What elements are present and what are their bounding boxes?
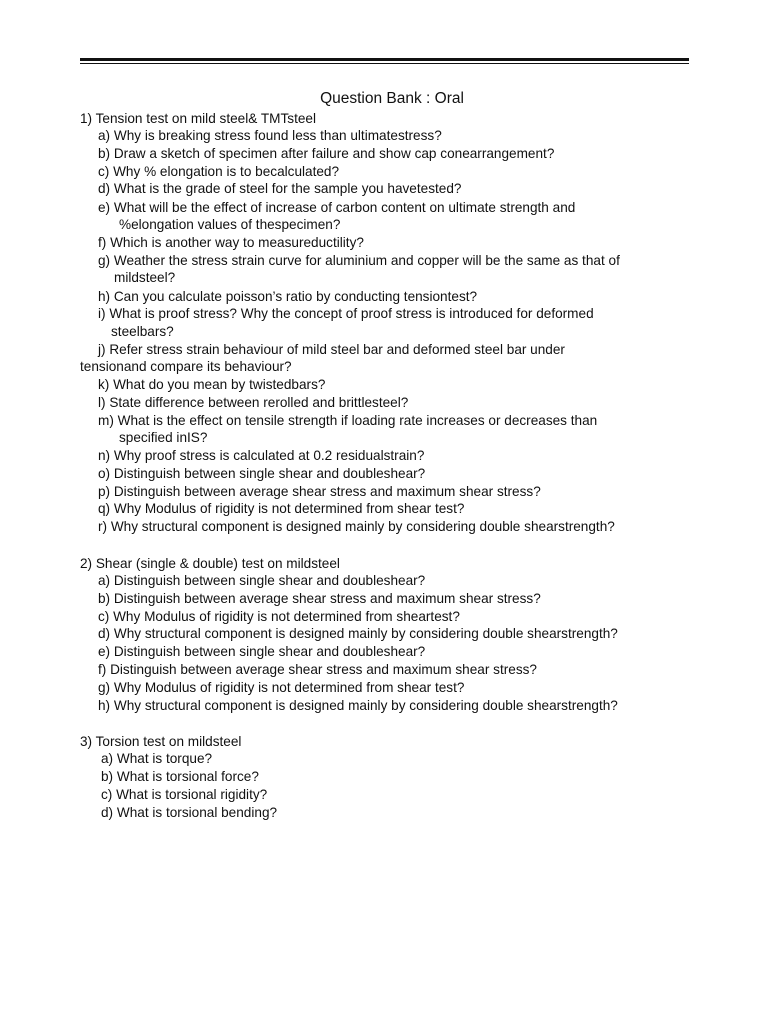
- question-item: h) Why structural component is designed mainly by considering double shearstrength?: [98, 698, 618, 713]
- question-item: l) State difference between rerolled and brittlesteel?: [98, 395, 409, 410]
- question-item: a) Distinguish between single shear and doubleshear?: [98, 573, 426, 588]
- question-item-continued: steelbars?: [111, 324, 174, 339]
- header-rule-thin: [80, 63, 689, 64]
- question-item: p) Distinguish between average shear stress and maximum shear stress?: [98, 484, 541, 499]
- question-item: o) Distinguish between single shear and doubleshear?: [98, 466, 426, 481]
- question-item: b) Draw a sketch of specimen after failure and show cap conearrangement?: [98, 146, 555, 161]
- question-item: d) Why structural component is designed mainly by considering double shearstrength?: [98, 626, 618, 641]
- question-item: d) What is torsional bending?: [101, 805, 278, 820]
- question-item: c) Why Modulus of rigidity is not determined from sheartest?: [98, 609, 460, 624]
- section-heading: 1) Tension test on mild steel& TMTsteel: [80, 111, 316, 126]
- question-item: g) Weather the stress strain curve for aluminium and copper will be the same as that of: [98, 253, 620, 268]
- section-heading: 2) Shear (single & double) test on mildsteel: [80, 556, 340, 571]
- question-item-continued: tensionand compare its behaviour?: [80, 359, 292, 374]
- question-item: q) Why Modulus of rigidity is not determined from shear test?: [98, 501, 465, 516]
- question-item-continued: %elongation values of thespecimen?: [119, 217, 341, 232]
- question-item: h) Can you calculate poisson’s ratio by conducting tensiontest?: [98, 289, 478, 304]
- question-item: c) Why % elongation is to becalculated?: [98, 164, 340, 179]
- question-item: e) What will be the effect of increase of carbon content on ultimate strength and: [98, 200, 576, 215]
- question-item: e) Distinguish between single shear and doubleshear?: [98, 644, 426, 659]
- question-item: b) What is torsional force?: [101, 769, 259, 784]
- question-item: j) Refer stress strain behaviour of mild steel bar and deformed steel bar under: [98, 342, 565, 357]
- question-item: b) Distinguish between average shear stress and maximum shear stress?: [98, 591, 541, 606]
- question-item: n) Why proof stress is calculated at 0.2 residualstrain?: [98, 448, 425, 463]
- question-item: c) What is torsional rigidity?: [101, 787, 268, 802]
- question-item: m) What is the effect on tensile strength if loading rate increases or decreases than: [98, 413, 598, 428]
- question-item: i) What is proof stress? Why the concept of proof stress is introduced for deformed: [98, 306, 594, 321]
- question-item: g) Why Modulus of rigidity is not determined from shear test?: [98, 680, 465, 695]
- question-item-continued: specified inIS?: [119, 430, 208, 445]
- question-item: a) What is torque?: [101, 751, 213, 766]
- page-title: Question Bank : Oral: [320, 90, 464, 107]
- question-item: f) Which is another way to measureductility?: [98, 235, 364, 250]
- question-item: a) Why is breaking stress found less than ultimatestress?: [98, 128, 442, 143]
- question-item-continued: mildsteel?: [114, 270, 176, 285]
- question-item: r) Why structural component is designed mainly by considering double shearstrength?: [98, 519, 615, 534]
- question-item: d) What is the grade of steel for the sample you havetested?: [98, 181, 462, 196]
- section-heading: 3) Torsion test on mildsteel: [80, 734, 242, 749]
- question-item: f) Distinguish between average shear stress and maximum shear stress?: [98, 662, 537, 677]
- header-rule-thick: [80, 58, 689, 61]
- question-item: k) What do you mean by twistedbars?: [98, 377, 326, 392]
